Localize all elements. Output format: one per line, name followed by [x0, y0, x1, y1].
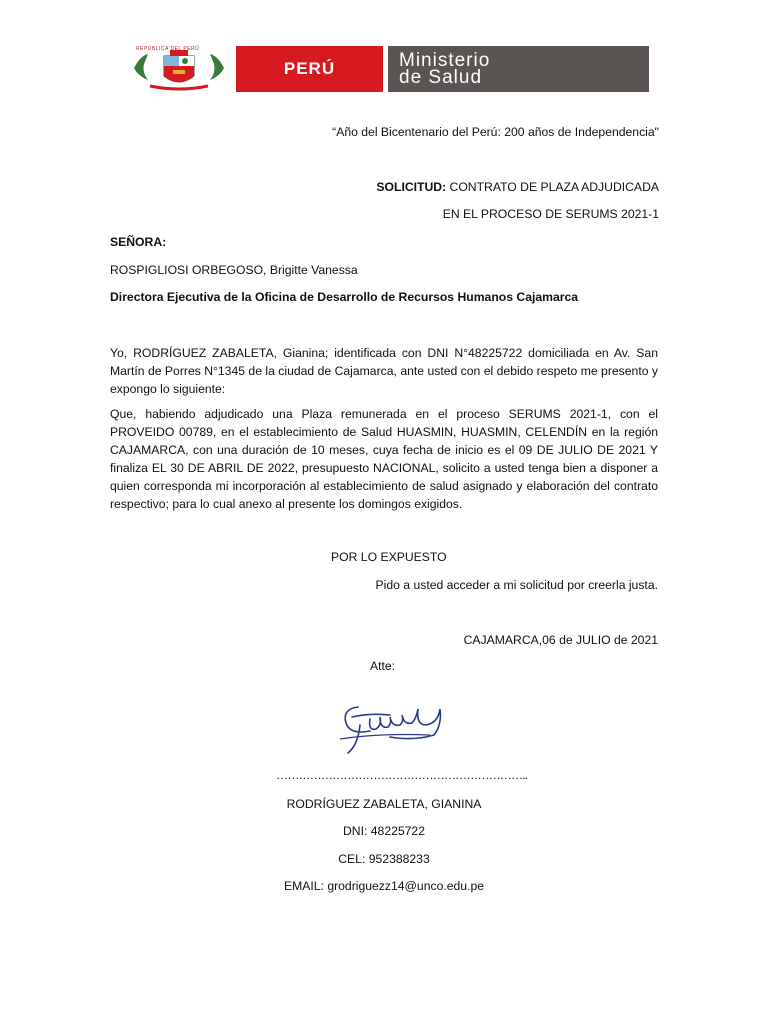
peru-brand: PERÚ — [236, 46, 383, 92]
signer-dni: DNI: 48225722 — [343, 824, 425, 838]
coat-of-arms-icon — [126, 46, 232, 92]
por-lo-expuesto: POR LO EXPUESTO — [331, 550, 447, 564]
subject-label: SOLICITUD: — [376, 180, 447, 194]
ministry-line1: Ministerio — [399, 50, 491, 71]
signer-name: RODRÍGUEZ ZABALETA, GIANINA — [286, 797, 482, 811]
signer-email: EMAIL: grodriguezz14@unco.edu.pe — [283, 879, 485, 893]
seal-text: REPÚBLICA DEL PERÚ — [136, 46, 200, 52]
year-motto: “Año del Bicentenario del Perú: 200 años de Independencia" — [332, 125, 659, 139]
atte: Atte: — [370, 659, 396, 673]
body-paragraph-2: Que, habiendo adjudicado una Plaza remunerada en el proceso SERUMS 2021-1, con el PROVEIDO 00789, en el establecimiento de Salud HUASMIN, HUASMIN, CELENDÍN en la región CAJAMARCA, con una duración de 10 meses, cuya fecha de inicio es el 09 DE JULIO DE 2021 Y finaliza EL 30 DE ABRIL DE 2022, presupuesto NACIONAL, solicito a usted tenga bien a disponer a quien corresponda mi incorporación al establecimiento de salud asignado y elaboración del contrato respectivo; para lo cual anexo al presente los domingos exigidos. — [110, 407, 658, 511]
subject-text: CONTRATO DE PLAZA ADJUDICADA — [446, 180, 659, 194]
place-date: CAJAMARCA,06 de JULIO de 2021 — [463, 633, 658, 647]
handwritten-signature-icon — [330, 695, 450, 763]
signer-cel: CEL: 952388233 — [338, 852, 430, 866]
subject-line1 — [240, 180, 659, 194]
signature-line: ………………………………………………………….. — [276, 768, 527, 782]
addressee-position: Directora Ejecutiva de la Oficina de Desarrollo de Recursos Humanos Cajamarca — [110, 290, 579, 304]
request-line: Pido a usted acceder a mi solicitud por creerla justa. — [375, 578, 658, 592]
subject-line2: EN EL PROCESO DE SERUMS 2021-1 — [442, 207, 659, 221]
salutation: SEÑORA: — [110, 235, 167, 249]
ministry-brand — [388, 46, 649, 92]
body-paragraph-1: Yo, RODRÍGUEZ ZABALETA, Gianina; identificada con DNI N°48225722 domiciliada en Av. San Martín de Porres N°1345 de la ciudad de Cajamarca, ante usted con el debido respeto me presento y expongo lo siguiente: — [110, 346, 658, 396]
letterhead — [126, 46, 649, 92]
addressee-name: ROSPIGLIOSI ORBEGOSO, Brigitte Vanessa — [110, 263, 358, 277]
ministry-line2: de Salud — [399, 67, 483, 88]
